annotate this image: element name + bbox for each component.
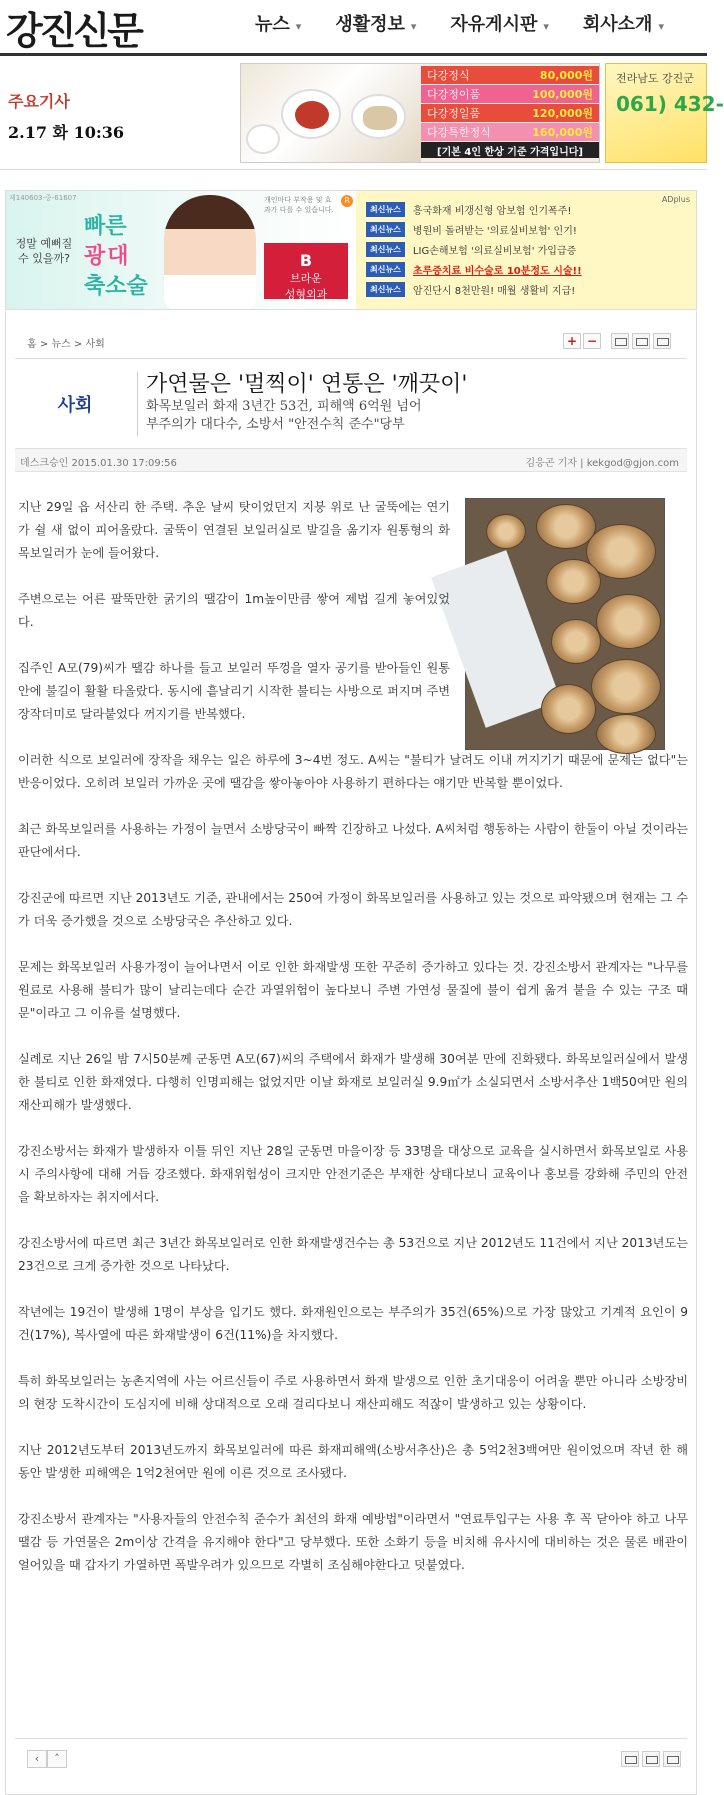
menu-name: 다강정이품 bbox=[427, 88, 481, 101]
news-ad-item[interactable] bbox=[366, 281, 575, 297]
nav-free-board[interactable] bbox=[450, 10, 548, 36]
article-paragraph: 최근 화목보일러를 사용하는 가정이 늘면서 소방당국이 빠짝 긴장하고 나섰다. A씨처럼 행동하는 사람이 한둘이 아닐 것이라는 판단에서다. bbox=[18, 822, 688, 859]
menu-price: 120,000원 bbox=[532, 107, 593, 120]
price-row bbox=[421, 66, 599, 84]
article-paragraph: 문제는 화목보일러 사용가정이 늘어나면서 이로 인한 화재발생 또한 꾸준히 증가하고 있다는 것. 강진소방서 관계자는 "나무를 원료로 사용해 불티가 많이 날리는데다 순간 과열위험이 높다보니 주변 가연성 물질에 불이 쉽게 옮겨 붙을 수 있는 구조 때문"이라고 그 이유를 설명했다. bbox=[18, 960, 688, 1020]
news-ad-item[interactable] bbox=[366, 261, 582, 277]
article-paragraph: 강진군에 따르면 지난 2013년도 기준, 관내에서는 250여 가정이 화목보일러를 사용하고 있는 것으로 파악됐으며 현재는 그 수가 더욱 증가했을 것으로 소방당국은 추산하고 있다. bbox=[18, 891, 688, 928]
current-datetime: 2.17 화 10:36 bbox=[8, 123, 125, 142]
print-icon[interactable] bbox=[611, 333, 629, 349]
nav-company[interactable] bbox=[583, 10, 664, 36]
ad-disclaimer: 개인마다 부작용 및 효과가 다를 수 있습니다. bbox=[264, 196, 334, 214]
restaurant-ad-banner[interactable] bbox=[240, 63, 600, 163]
chevron-down-icon: ▾ bbox=[410, 20, 417, 33]
chevron-down-icon: ▾ bbox=[658, 20, 664, 33]
nav-living-label: 생활정보 bbox=[335, 14, 405, 35]
main-nav bbox=[255, 10, 698, 36]
news-badge: 최신뉴스 bbox=[366, 262, 405, 277]
article-paragraph: 이러한 식으로 보일러에 장작을 채우는 일은 하루에 3~4번 정도. A씨는 "불티가 날려도 이내 꺼지기기 때문에 문제는 없다"는 반응이었다. 오히려 보일러 가까운 곳에 땔감을 쌓아놓아야 사용하기 편하다는 얘기만 반복할 뿐이었다. bbox=[18, 753, 688, 790]
ad-headline-1: 빠른 bbox=[84, 214, 127, 239]
ad-headline-2: 광대 bbox=[84, 244, 131, 269]
menu-price: 100,000원 bbox=[532, 88, 593, 101]
dish-image bbox=[281, 89, 341, 139]
article-paragraph: 강진소방서에 따르면 최근 3년간 화목보일러로 인한 화재발생건수는 총 53건으로 지난 2012년도 11건에서 지난 2013년도는 23건으로 크게 증가한 것으로 나타났다. bbox=[18, 1236, 688, 1273]
back-to-top-button[interactable]: ˄ bbox=[47, 1750, 67, 1768]
model-photo bbox=[164, 195, 256, 309]
price-row bbox=[421, 85, 599, 103]
menu-name: 다강정일품 bbox=[427, 107, 481, 120]
breadcrumb[interactable]: 홈 > 뉴스 > 사회 bbox=[27, 339, 105, 350]
news-badge: 최신뉴스 bbox=[366, 222, 405, 237]
news-ad-list bbox=[356, 191, 696, 309]
ad-question: 정말 예뻐질 수 있을까? bbox=[15, 237, 73, 265]
news-ad-text: 흥국화재 비갱신형 암보험 인기폭주! bbox=[412, 205, 572, 217]
phone-ad-banner[interactable] bbox=[605, 63, 724, 163]
price-row bbox=[421, 123, 599, 141]
article-paragraph: 주변으로는 어른 팔뚝만한 굵기의 땔감이 1m높이만큼 쌓여 제법 길게 놓여있었다. bbox=[18, 592, 450, 629]
news-ad-text: 암진단시 8천만원! 매월 생활비 지급! bbox=[412, 285, 576, 297]
article-paragraph: 작년에는 19건이 발생해 1명이 부상을 입기도 했다. 화재원인으로는 부주의가 35건(65%)으로 가장 많았고 기계적 요인이 9건(17%), 복사열에 따른 화재발생이 6건(11%)을 차지했다. bbox=[18, 1305, 688, 1342]
article-paragraph: 실례로 지난 26일 밤 7시50분께 군동면 A모(67)씨의 주택에서 화재가 발생해 30여분 만에 진화됐다. 화목보일러실에서 발생한 불티로 인한 화재였다. 다행히 인명피해는 없었지만 이날 화재로 보일러실 9.9㎡가 소실되면서 소방서추산 1백50여만 원의 재산피해가 발생했다. bbox=[18, 1052, 688, 1112]
reporter-info[interactable]: 김응곤 기자 | kekgod@gjon.com bbox=[525, 458, 679, 469]
article-meta bbox=[15, 448, 687, 472]
news-ad-text: 초루증치료 비수술로 10분정도 시술!! bbox=[412, 265, 582, 277]
brand-name: 브라운 bbox=[290, 272, 322, 285]
menu-name: 다강특한정식 bbox=[427, 126, 491, 139]
price-table bbox=[421, 66, 599, 158]
top-row bbox=[0, 57, 724, 170]
ad-license: 제140603-중-61607 bbox=[9, 194, 77, 202]
nav-company-label: 회사소개 bbox=[582, 14, 653, 35]
news-ad-text: LIG손해보험 '의료실비보험' 가입급증 bbox=[412, 245, 577, 257]
article-paragraph: 강진소방서 관계자는 "사용자들의 안전수칙 준수가 최선의 화재 예방법"이라면서 "연료투입구는 사용 후 꼭 닫아야 하고 나무땔감 등 가연물은 2m이상 간격을 유지해야 한다"고 당부했다. 또한 소화기 등을 비치해 유사시에 대비하는 것은 물론 배관이 얼어있을 때 갑자기 가열하면 폭발우려가 있으므로 각별히 조심해야한다고 덧붙였다. bbox=[18, 1512, 688, 1572]
article-paragraph: 집주인 A모(79)씨가 땔감 하나를 들고 보일러 뚜껑을 열자 공기를 받아들인 원통 안에 불길이 활활 타올랐다. 동시에 흩날리기 시작한 불티는 사방으로 퍼지며 주변 장작더미로 달라붙었다 꺼지기를 반복했다. bbox=[18, 661, 450, 721]
brand-mark: B bbox=[299, 251, 313, 270]
news-badge: 최신뉴스 bbox=[366, 282, 405, 297]
nav-news-label: 뉴스 bbox=[255, 14, 290, 35]
share-icon[interactable] bbox=[663, 1751, 681, 1767]
phone-ad-number: 061) 432- bbox=[616, 92, 724, 116]
section-label[interactable]: 사회 bbox=[57, 395, 93, 416]
news-ad-item[interactable] bbox=[366, 201, 571, 217]
email-icon[interactable] bbox=[642, 1751, 660, 1767]
article-subtitle bbox=[146, 398, 422, 434]
chevron-down-icon: ▾ bbox=[295, 20, 302, 33]
food-photo bbox=[241, 64, 421, 162]
divider bbox=[137, 372, 138, 436]
subtitle-line: 부주의가 대다수, 소방서 "안전수칙 준수"당부 bbox=[146, 417, 405, 432]
news-badge: 최신뉴스 bbox=[366, 202, 405, 217]
article-body bbox=[18, 496, 688, 1600]
article-title: 가연물은 '멀찍이' 연통은 '깨끗이' bbox=[146, 372, 468, 397]
site-header bbox=[0, 0, 707, 56]
chevron-down-icon: ▾ bbox=[543, 20, 549, 33]
subtitle-line: 화목보일러 화재 3년간 53건, 피해액 6억원 넘어 bbox=[146, 399, 422, 414]
article-paragraph: 강진소방서는 화재가 발생하자 이틀 뒤인 지난 28일 군동면 마을이장 등 33명을 대상으로 교육을 실시하면서 화목보일로 사용 시 주의사항에 대해 거듭 강조했다. 화재위험성이 크지만 안전기준은 부재한 상태다보니 교육이나 홍보를 강화해 주민의 안전을 확보하자는 취지에서다. bbox=[18, 1144, 688, 1204]
menu-price: 80,000원 bbox=[539, 69, 593, 82]
share-icon[interactable] bbox=[653, 333, 671, 349]
nav-living-info[interactable] bbox=[335, 10, 416, 36]
ad-strip bbox=[5, 190, 697, 310]
menu-name: 다강정식 bbox=[427, 69, 470, 82]
phone-ad-region: 전라남도 강진군 bbox=[616, 72, 694, 85]
price-note: [기본 4인 한상 기준 가격입니다] bbox=[421, 142, 599, 158]
menu-price: 160,000원 bbox=[532, 126, 593, 139]
registered-icon: R bbox=[341, 195, 353, 207]
price-row bbox=[421, 104, 599, 122]
ad-headline-3: 축소술 bbox=[84, 274, 148, 299]
font-increase-button[interactable]: + bbox=[563, 333, 581, 349]
ad-provider[interactable]: ADplus bbox=[661, 195, 690, 204]
article-paragraph: 지난 29일 읍 서산리 한 주택. 추운 날씨 탓이었던지 지붕 위로 난 굴뚝에는 연기가 쉴 새 없이 피어올랐다. 굴뚝이 연결된 보일러실로 발길을 옮기자 원통형의 화목보일러가 눈에 들어왔다. bbox=[18, 500, 450, 560]
news-badge: 최신뉴스 bbox=[366, 242, 405, 257]
article-paragraph: 지난 2012년도부터 2013년도까지 화목보일러에 따른 화재피해액(소방서추산)은 총 5억2천3백여만 원이었으며 작년 한 해 동안 발생한 피해액은 1억2천여만 원에 이른 것으로 조사됐다. bbox=[18, 1443, 688, 1480]
clinic-brand bbox=[264, 243, 348, 299]
print-icon[interactable] bbox=[621, 1751, 639, 1767]
dish-image bbox=[246, 124, 280, 154]
dish-image bbox=[351, 94, 406, 139]
nav-news[interactable] bbox=[255, 10, 301, 36]
headline-label[interactable]: 주요기사 bbox=[8, 92, 70, 111]
article-paragraph: 특히 화목보일러는 농촌지역에 사는 어르신들이 주로 사용하면서 화재 발생으로 인한 초기대응이 어려울 뿐만 아니라 소방장비의 현장 도착시간이 도심지에 비해 상대적으로 오래 걸리다보니 재산피해도 적잖이 발생하고 있는 상황이다. bbox=[18, 1374, 688, 1411]
prev-article-button[interactable]: ‹ bbox=[27, 1750, 47, 1768]
font-decrease-button[interactable]: − bbox=[583, 333, 601, 349]
news-ad-item[interactable] bbox=[366, 221, 577, 237]
brand-sub: 성형외과 bbox=[284, 288, 328, 301]
site-logo[interactable]: 강진신문 bbox=[6, 8, 141, 53]
publish-info: 데스크승인 2015.01.30 17:09:56 bbox=[20, 458, 177, 469]
clinic-ad-banner[interactable] bbox=[6, 191, 356, 309]
divider bbox=[15, 358, 687, 359]
news-ad-item[interactable] bbox=[366, 241, 576, 257]
nav-board-label: 자유게시판 bbox=[450, 14, 538, 35]
email-icon[interactable] bbox=[632, 333, 650, 349]
news-ad-text: 병원비 돌려받는 '의료실비보험' 인기! bbox=[412, 225, 577, 237]
divider bbox=[15, 1738, 687, 1739]
